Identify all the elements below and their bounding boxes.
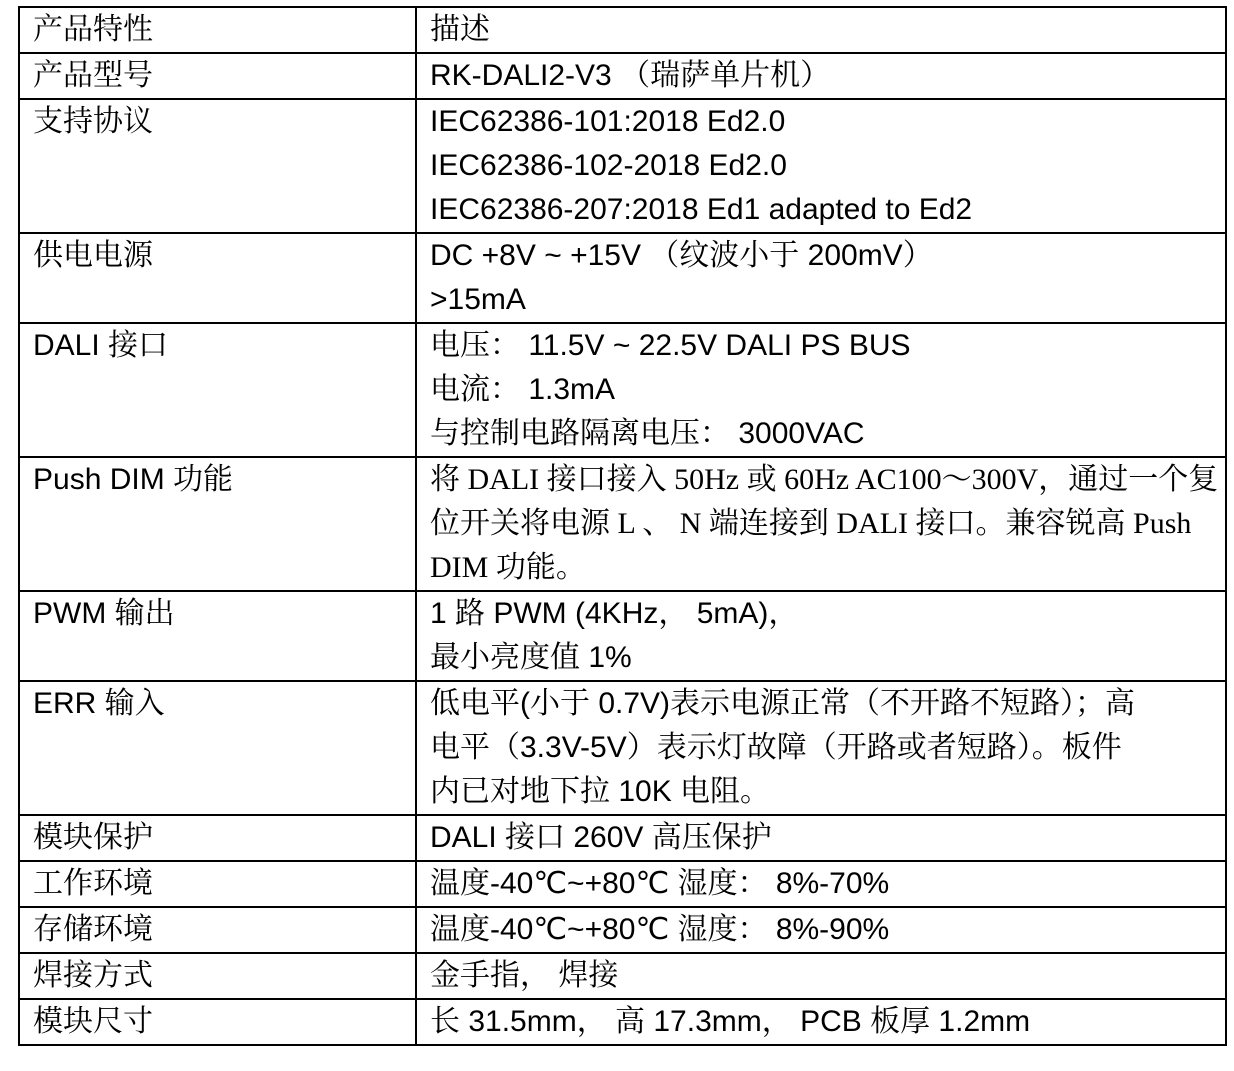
spec-value-cell (416, 861, 1226, 907)
spec-value-cell (416, 7, 1226, 53)
spec-value-line: 与控制电路隔离电压： 3000VAC (430, 417, 865, 450)
spec-label-cell: ERR 输入 (19, 681, 416, 815)
spec-value-line: 温度-40℃~+80℃ 湿度： 8%-70% (430, 867, 890, 900)
spec-value-line: DIM 功能。 (430, 551, 586, 584)
spec-row (19, 99, 1226, 233)
spec-value-line: 电流： 1.3mA (430, 373, 616, 406)
spec-value-cell (416, 591, 1226, 681)
spec-value-line: DC +8V ~ +15V （纹波小于 200mV） (430, 239, 933, 272)
spec-value-line: 内已对地下拉 10K 电阻。 (430, 775, 771, 808)
spec-value-cell (416, 53, 1226, 99)
spec-row (19, 53, 1226, 99)
spec-label-cell: 供电电源 (19, 233, 416, 323)
spec-value-line: 1 路 PWM (4KHz， 5mA)， (430, 597, 799, 630)
spec-row (19, 999, 1226, 1045)
spec-table-body (19, 7, 1226, 1045)
spec-label-cell: DALI 接口 (19, 323, 416, 457)
spec-label-cell: 支持协议 (19, 99, 416, 233)
spec-value-line: >15mA (430, 283, 526, 316)
spec-value-line: 金手指， 焊接 (430, 959, 619, 992)
spec-value-cell (416, 999, 1226, 1045)
spec-value-cell (416, 233, 1226, 323)
spec-row (19, 323, 1226, 457)
spec-row (19, 815, 1226, 861)
spec-value-line: 描述 (430, 13, 490, 46)
spec-value-line: IEC62386-102-2018 Ed2.0 (430, 149, 787, 182)
spec-value-cell (416, 907, 1226, 953)
spec-value-line: 将 DALI 接口接入 50Hz 或 60Hz AC100～300V，通过一个复 (430, 463, 1219, 496)
spec-label-cell: 模块尺寸 (19, 999, 416, 1045)
spec-value-cell (416, 681, 1226, 815)
spec-row (19, 681, 1226, 815)
spec-row (19, 233, 1226, 323)
spec-row (19, 861, 1226, 907)
spec-value-line: DALI 接口 260V 高压保护 (430, 821, 772, 854)
spec-value-cell (416, 99, 1226, 233)
spec-value-cell (416, 323, 1226, 457)
spec-row (19, 953, 1226, 999)
spec-value-line: IEC62386-101:2018 Ed2.0 (430, 105, 786, 138)
spec-value-cell (416, 953, 1226, 999)
spec-value-cell (416, 457, 1226, 591)
spec-value-line: 电平（3.3V-5V）表示灯故障（开路或者短路）。板件 (430, 731, 1122, 764)
spec-value-line: 低电平(小于 0.7V)表示电源正常（不开路不短路）；高 (430, 687, 1136, 720)
spec-row (19, 457, 1226, 591)
spec-label-cell: Push DIM 功能 (19, 457, 416, 591)
product-spec-table (18, 6, 1227, 1046)
spec-value-line: IEC62386-207:2018 Ed1 adapted to Ed2 (430, 193, 973, 226)
spec-row (19, 591, 1226, 681)
spec-label-cell: 产品特性 (19, 7, 416, 53)
spec-value-line: RK-DALI2-V3 （瑞萨单片机） (430, 59, 831, 92)
spec-label-cell: 存储环境 (19, 907, 416, 953)
spec-value-cell (416, 815, 1226, 861)
spec-label-cell: 焊接方式 (19, 953, 416, 999)
spec-label-cell: 产品型号 (19, 53, 416, 99)
spec-value-line: 最小亮度值 1% (430, 641, 632, 674)
spec-label-cell: 工作环境 (19, 861, 416, 907)
spec-label-cell: 模块保护 (19, 815, 416, 861)
spec-label-cell: PWM 输出 (19, 591, 416, 681)
spec-row (19, 907, 1226, 953)
spec-value-line: 电压： 11.5V ~ 22.5V DALI PS BUS (430, 329, 911, 362)
spec-header-row (19, 7, 1226, 53)
spec-value-line: 位开关将电源 L 、 N 端连接到 DALI 接口。兼容锐高 Push (430, 507, 1192, 540)
spec-value-line: 长 31.5mm， 高 17.3mm， PCB 板厚 1.2mm (430, 1005, 1031, 1038)
spec-value-line: 温度-40℃~+80℃ 湿度： 8%-90% (430, 913, 890, 946)
